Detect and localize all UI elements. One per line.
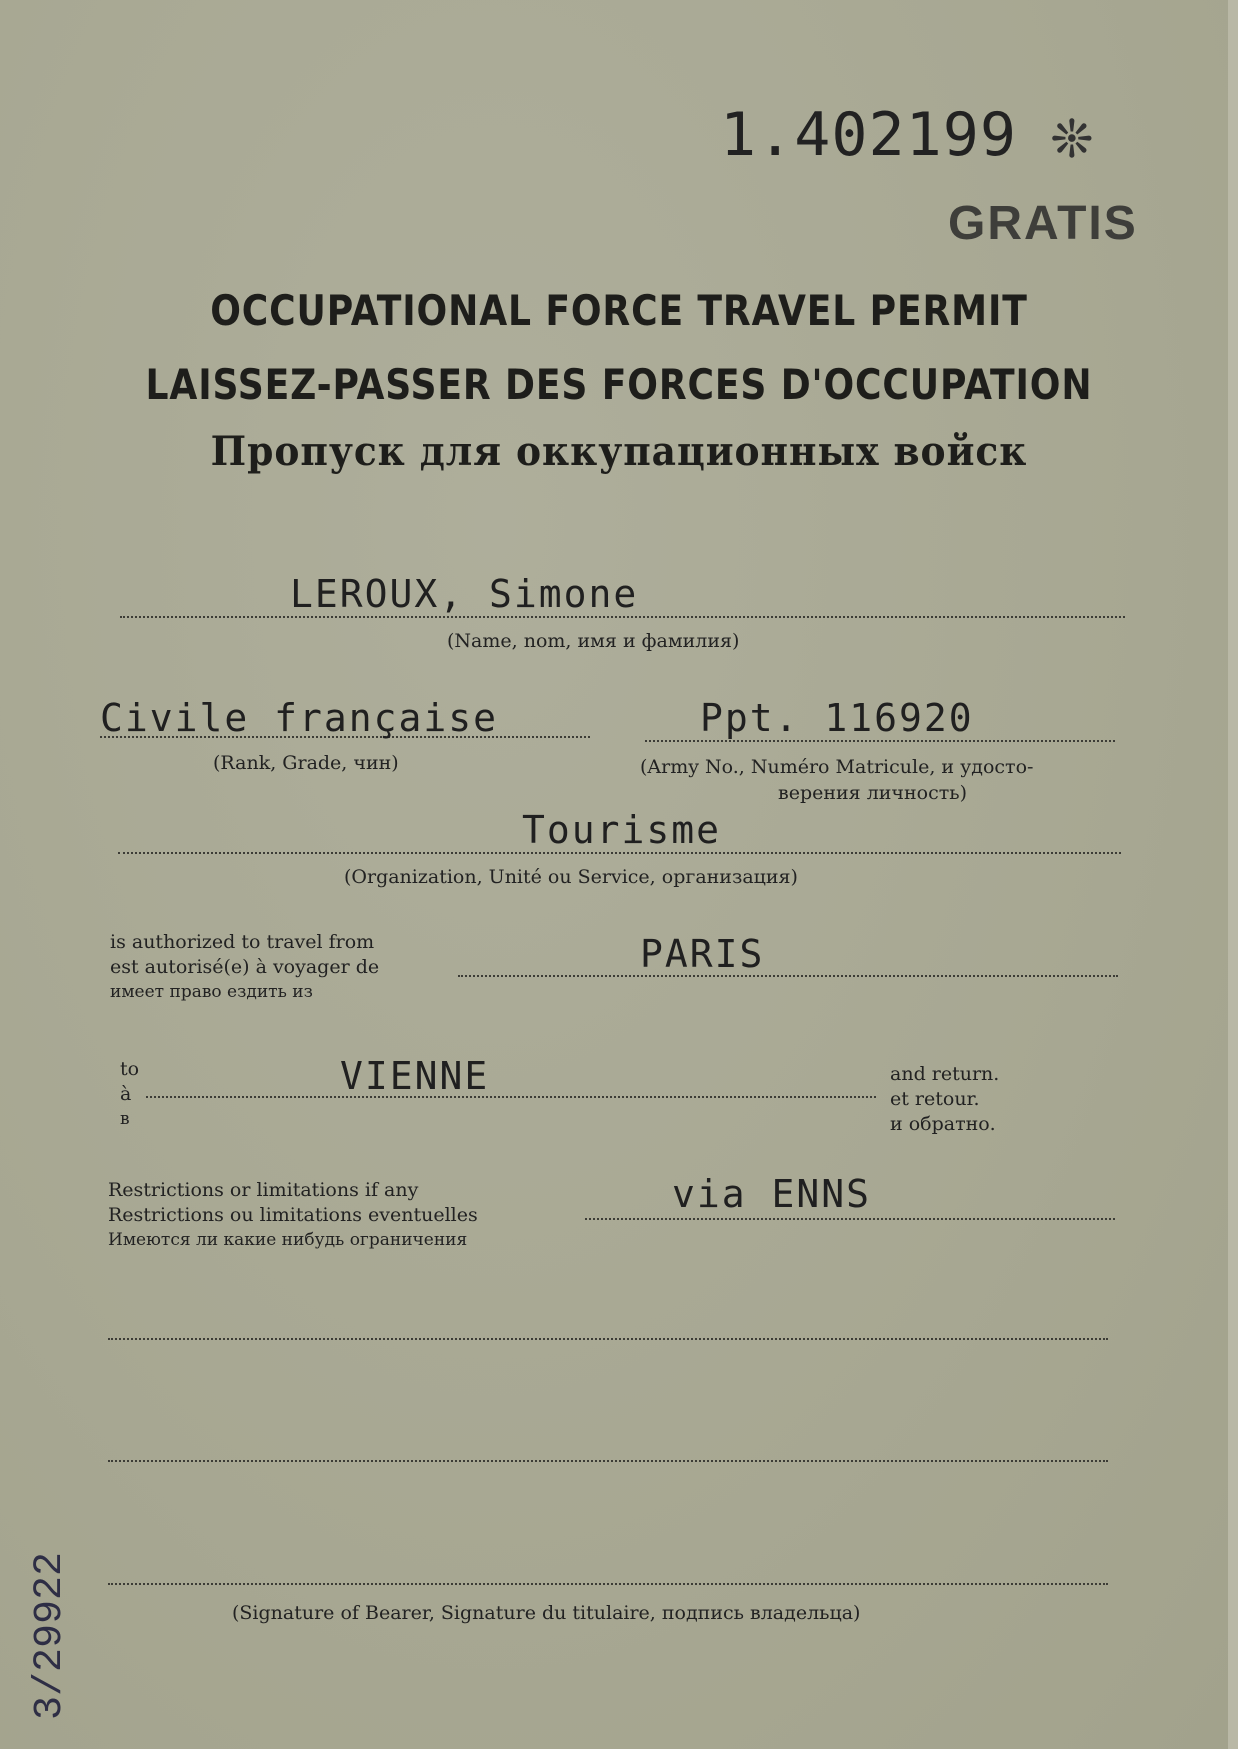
from-label-en: is authorized to travel from <box>110 931 375 953</box>
from-line <box>458 975 1118 977</box>
to-suffix-en: and return. <box>890 1063 1000 1085</box>
restrictions-label-ru: Имеются ли какие нибудь ограничения <box>108 1230 468 1250</box>
signature-caption: (Signature of Bearer, Signature du titulaire, подпись владельца) <box>232 1602 861 1624</box>
serial-mark: ❊ <box>1050 110 1094 170</box>
rank-value: Civile française <box>100 696 499 740</box>
rank-caption: (Rank, Grade, чин) <box>213 752 399 774</box>
to-label-fr: à <box>120 1083 132 1105</box>
to-suffix-fr: et retour. <box>890 1088 980 1110</box>
to-value: VIENNE <box>340 1054 490 1098</box>
title-russian: Пропуск для оккупационных войск <box>210 428 1028 475</box>
to-suffix-ru: и обратно. <box>890 1113 996 1135</box>
to-label-en: to <box>120 1058 140 1080</box>
to-line <box>146 1096 876 1098</box>
organization-line <box>118 852 1121 854</box>
title-english: OCCUPATIONAL FORCE TRAVEL PERMIT <box>210 286 1028 335</box>
signature-line <box>108 1583 1108 1585</box>
organization-value: Tourisme <box>522 808 722 852</box>
restrictions-label-en: Restrictions or limitations if any <box>108 1179 419 1201</box>
paper-edge <box>1228 0 1238 1749</box>
serial-number: 1.402199 <box>720 100 1017 170</box>
army-no-caption-line2: верения личность) <box>778 782 968 804</box>
restrictions-line <box>585 1218 1115 1220</box>
name-line <box>120 616 1125 618</box>
restrictions-label-fr: Restrictions ou limitations eventuelles <box>108 1204 478 1226</box>
gratis-stamp: GRATIS <box>948 197 1138 250</box>
from-label-ru: имеет право ездить из <box>110 982 313 1002</box>
from-label-fr: est autorisé(e) à voyager de <box>110 956 380 978</box>
name-caption: (Name, nom, имя и фамилия) <box>447 630 740 652</box>
to-label-ru: в <box>120 1109 130 1129</box>
restrictions-value: via ENNS <box>672 1172 872 1216</box>
blank-line-2 <box>108 1460 1108 1462</box>
from-value: PARIS <box>640 932 765 976</box>
army-no-value: Ppt. 116920 <box>700 696 974 740</box>
army-no-caption-line1: (Army No., Numéro Matricule, и удосто- <box>640 756 1034 778</box>
title-french: LAISSEZ-PASSER DES FORCES D'OCCUPATION <box>145 360 1093 409</box>
blank-line-1 <box>108 1338 1108 1340</box>
army-no-line <box>645 740 1115 742</box>
side-annotation: 3/29922 <box>28 1551 73 1720</box>
organization-caption: (Organization, Unité ou Service, организация) <box>344 866 798 888</box>
name-value: LEROUX, Simone <box>290 572 639 616</box>
